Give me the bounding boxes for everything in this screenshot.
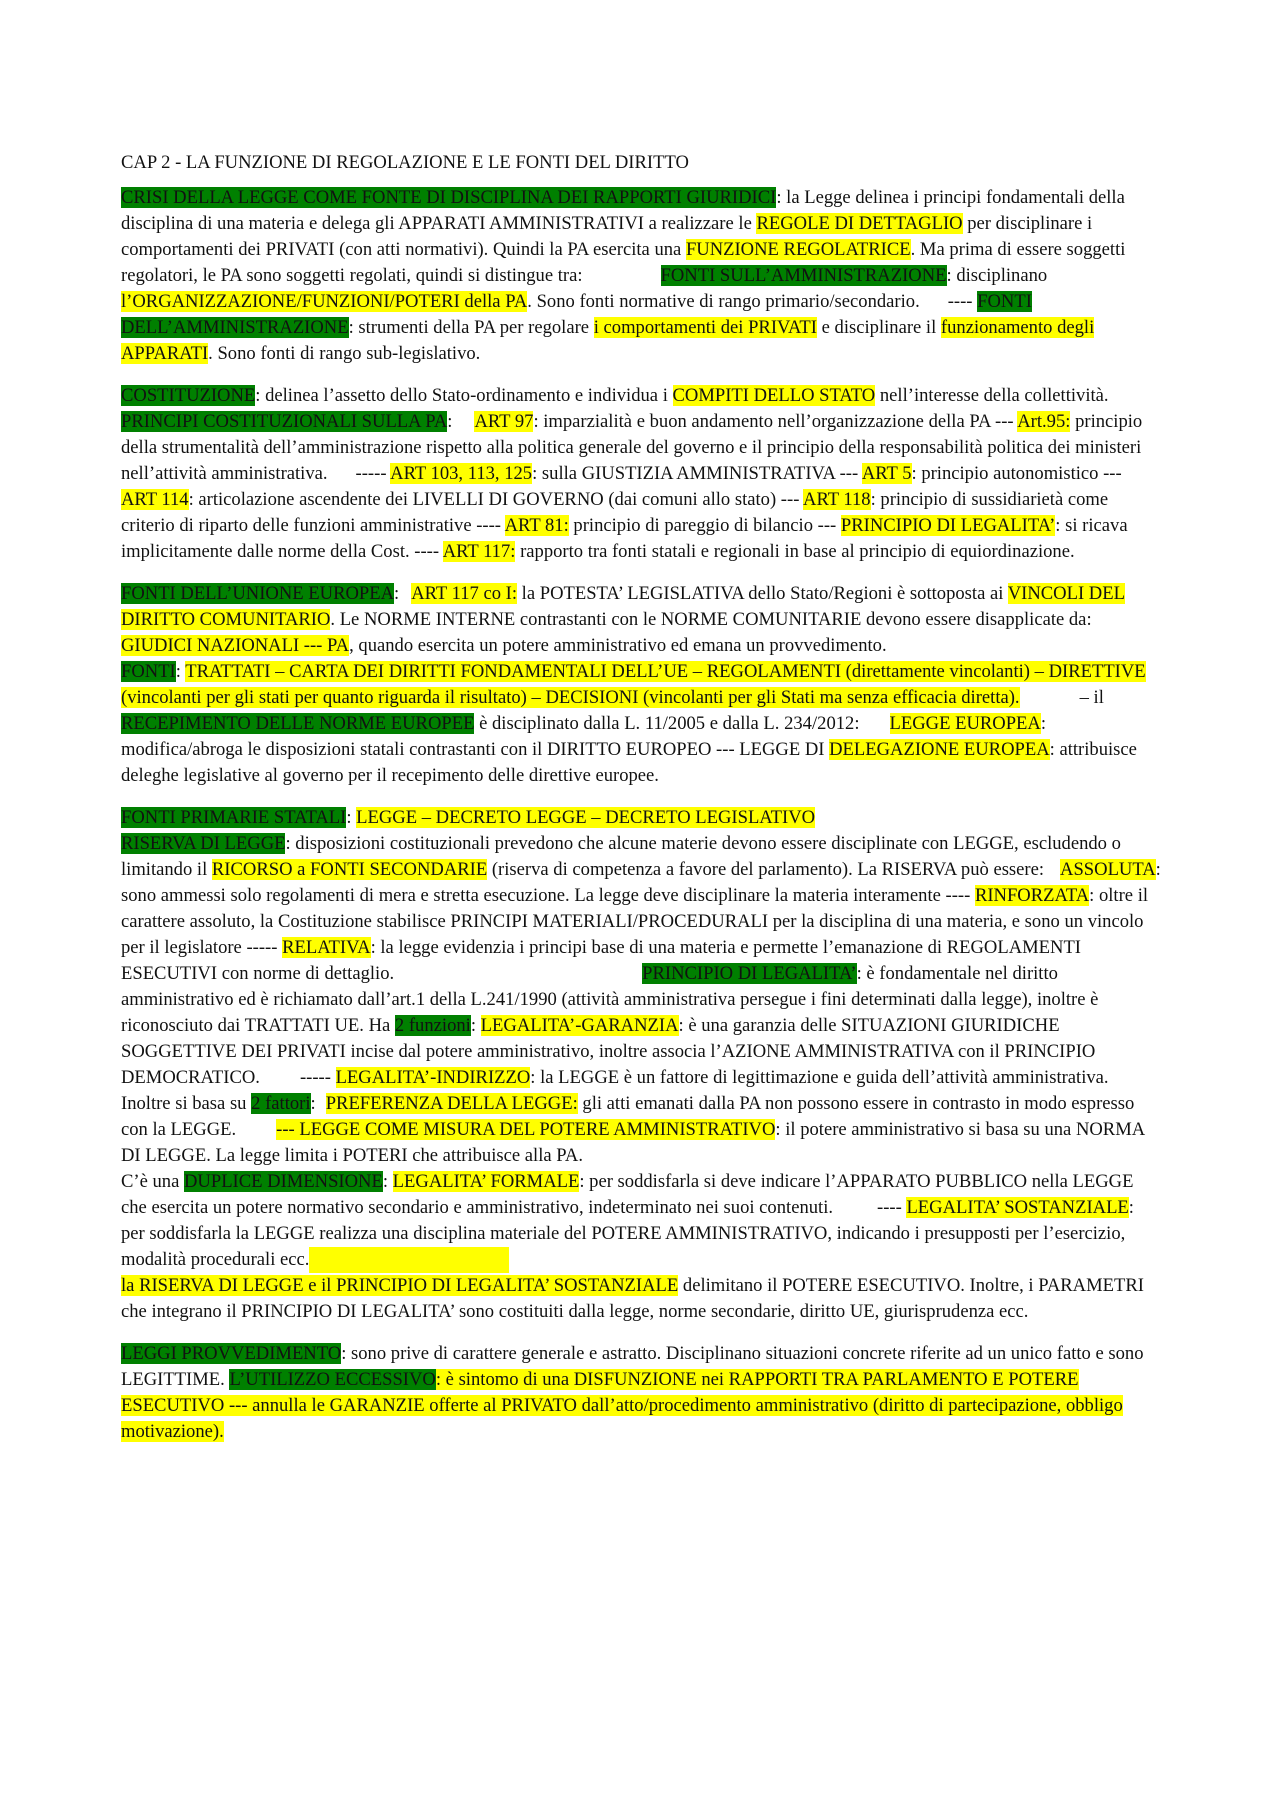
highlight: ART 81:: [504, 515, 569, 536]
paragraph-fonti-primarie: [121, 805, 1161, 1325]
text: : sulla GIUSTIZIA AMMINISTRATIVA ---: [532, 463, 862, 484]
highlight: l’ORGANIZZAZIONE/FUNZIONI/POTERI della PA: [121, 291, 528, 312]
highlight: RICORSO a FONTI SECONDARIE: [211, 859, 488, 880]
heading-fonti-ue: FONTI DELL’UNIONE EUROPEA: [121, 583, 395, 604]
paragraph-leggi-provvedimento: [121, 1341, 1161, 1445]
text: : il potere amministrativo si basa su una NORMA DI LEGGE. La legge limita i POTERI che attribuisce alla PA.: [121, 1119, 1145, 1166]
heading-riserva-di-legge: RISERVA DI LEGGE: [121, 833, 286, 854]
text: : sono ammessi solo regolamenti di mera e stretta esecuzione. La legge deve disciplinare la materia interamente ----: [121, 859, 1161, 906]
text: : strumenti della PA per regolare: [348, 317, 594, 338]
highlight: REGOLE DI DETTAGLIO: [756, 213, 963, 234]
text: – il: [1079, 687, 1104, 708]
highlight: VINCOLI DEL DIRITTO COMUNITARIO: [121, 583, 1125, 630]
highlight: funzionamento degli APPARATI: [121, 317, 1095, 364]
text: delimitano il POTERE ESECUTIVO. Inoltre, i PARAMETRI che integrano il PRINCIPIO DI LEGALITA’ sono costituiti dalla legge, norme secondarie, diritto UE, giurisprudenza ecc.: [121, 1275, 1144, 1322]
text: principio della strumentalità dell’amministrazione rispetto alla politica generale del governo e il principio della responsabilità politica dei ministeri nell’attività amministrativa.: [121, 411, 1143, 484]
highlight: Art.95:: [1017, 411, 1071, 432]
highlight: LEGALITA’-INDIRIZZO: [335, 1067, 531, 1088]
highlight: LEGALITA’ FORMALE: [392, 1171, 580, 1192]
heading-crisi-legge: CRISI DELLA LEGGE COME FONTE DI DISCIPLINA DEI RAPPORTI GIURIDICI: [121, 187, 777, 208]
highlight: ART 117:: [442, 541, 516, 562]
document-page: [121, 150, 1161, 1461]
heading-costituzione: COSTITUZIONE: [121, 385, 256, 406]
highlight: ART 5: [861, 463, 912, 484]
text: : principio di sussidiarietà come criterio di riparto delle funzioni amministrative ----: [121, 489, 1109, 536]
text: :: [310, 1093, 316, 1114]
text: : è una garanzia delle SITUAZIONI GIURIDICHE SOGGETTIVE DEI PRIVATI incise dal potere amministrativo, inoltre associa l’AZIONE AMMINISTRATIVA con il PRINCIPIO DEMOCRATICO.: [121, 1015, 1096, 1088]
text: . Ma prima di essere soggetti regolatori, le PA sono soggetti regolati, quindi si distingue tra:: [121, 239, 1126, 286]
text: : per soddisfarla la LEGGE realizza una disciplina materiale del POTERE AMMINISTRATIVO, indicando i presupposti per l’esercizio, modalità procedurali ecc.: [121, 1197, 1134, 1270]
highlight: ASSOLUTA: [1060, 859, 1156, 880]
highlight: RELATIVA: [282, 937, 371, 958]
highlight: ART 118: [803, 489, 871, 510]
heading-fonti-sull-amministrazione: FONTI SULL’AMMINISTRAZIONE: [660, 265, 947, 286]
text: :: [394, 583, 400, 604]
text: : per soddisfarla si deve indicare l’APPARATO PUBBLICO nella LEGGE che esercita un potere normativo secondario e amministrativo, indeterminato nei suoi contenuti.: [121, 1171, 1134, 1218]
text: per disciplinare i comportamenti dei PRIVATI (con atti normativi). Quindi la PA esercita una: [121, 213, 1093, 260]
text: : la legge evidenzia i principi base di una materia e permette l’emanazione di REGOLAMENTI ESECUTIVI con norme di dettaglio.: [121, 937, 1081, 984]
heading-principi-costituzionali: PRINCIPI COSTITUZIONALI SULLA PA: [121, 411, 448, 432]
heading-utilizzo-eccessivo: L’UTILIZZO ECCESSIVO: [229, 1369, 436, 1390]
highlight: LEGALITA’-GARANZIA: [480, 1015, 679, 1036]
text: : è fondamentale nel diritto amministrativo ed è richiamato dall’art.1 della L.241/1990 (attività amministrativa persegue i fini determinati dalla legge), inoltre è riconosciuto dai TRATTATI UE. Ha: [121, 963, 1099, 1036]
text: : modifica/abroga le disposizioni statali contrastanti con il DIRITTO EUROPEO --- LEGGE DI: [121, 713, 1047, 760]
text: . Le NORME INTERNE contrastanti con le NORME COMUNITARIE devono essere disapplicate da:: [330, 609, 1092, 630]
highlight: : è sintomo di una DISFUNZIONE nei RAPPORTI TRA PARLAMENTO E POTERE ESECUTIVO --- annulla le GARANZIE offerte al PRIVATO dall’atto/procedimento amministrativo (diritto di partecipazione, obbligo motivazione).: [121, 1369, 1123, 1442]
paragraph-crisi-legge: [121, 185, 1161, 367]
highlight: PREFERENZA DELLA LEGGE:: [325, 1093, 578, 1114]
heading-recepimento: RECEPIMENTO DELLE NORME EUROPEE: [121, 713, 475, 734]
heading-2-fattori: 2 fattori: [251, 1093, 311, 1114]
text: Inoltre si basa su: [121, 1093, 252, 1114]
text: nell’interesse della collettività.: [875, 385, 1109, 406]
text: : articolazione ascendente dei LIVELLI DI GOVERNO (dai comuni allo stato) ---: [188, 489, 804, 510]
highlight: la RISERVA DI LEGGE e il PRINCIPIO DI LEGALITA’ SOSTANZIALE: [121, 1275, 679, 1296]
text: : sono prive di carattere generale e astratto. Disciplinano situazioni concrete riferite ad un unico fatto e sono LEGITTIME.: [121, 1343, 1144, 1390]
text: . Sono fonti di rango sub-legislativo.: [208, 343, 481, 364]
highlight: PRINCIPIO DI LEGALITA’: [840, 515, 1056, 536]
text: . Sono fonti normative di rango primario/secondario.: [527, 291, 920, 312]
highlight: LEGALITA’ SOSTANZIALE: [906, 1197, 1129, 1218]
paragraph-costituzione: [121, 383, 1161, 565]
text: : delinea l’assetto dello Stato-ordinamento e individua i: [255, 385, 673, 406]
highlight: RINFORZATA: [974, 885, 1090, 906]
heading-principio-di-legalita: PRINCIPIO DI LEGALITA’: [642, 963, 857, 984]
highlight: ART 117 co I:: [411, 583, 518, 604]
text: è disciplinato dalla L. 11/2005 e dalla L. 234/2012:: [474, 713, 860, 734]
text: e disciplinare il: [816, 317, 941, 338]
text: : principio autonomistico ---: [911, 463, 1122, 484]
highlight: COMPITI DELLO STATO: [672, 385, 876, 406]
text: : si ricava implicitamente dalle norme della Cost. ----: [121, 515, 1128, 562]
highlight: DELEGAZIONE EUROPEA: [829, 739, 1050, 760]
text: : imparzialità e buon andamento nell’organizzazione della PA ---: [533, 411, 1018, 432]
chapter-title: CAP 2 - LA FUNZIONE DI REGOLAZIONE E LE FONTI DEL DIRITTO: [121, 152, 689, 173]
highlight: --- LEGGE COME MISURA DEL POTERE AMMINISTRATIVO: [276, 1119, 776, 1140]
text: :: [470, 1015, 477, 1036]
text: -----: [299, 1067, 331, 1088]
text: rapporto tra fonti statali e regionali in base al principio di equiordinazione.: [515, 541, 1075, 562]
text: ----: [947, 291, 973, 312]
text: : disciplinano: [946, 265, 1048, 286]
text: :: [175, 661, 186, 682]
highlight: GIUDICI NAZIONALI --- PA: [121, 635, 350, 656]
heading-duplice-dimensione: DUPLICE DIMENSIONE: [184, 1171, 383, 1192]
text: ----: [877, 1197, 907, 1218]
text: -----: [355, 463, 391, 484]
text: : la Legge delinea i principi fondamentali della disciplina di una materia e delega gli APPARATI AMMINISTRATIVI a realizzare le: [121, 187, 1125, 234]
text: : disposizioni costituzionali prevedono che alcune materie devono essere disciplinate con LEGGE, escludendo o limitando il: [121, 833, 1121, 880]
heading-2-funzioni: 2 funzioni: [394, 1015, 471, 1036]
text: : la LEGGE è un fattore di legittimazione e guida dell’attività amministrativa.: [530, 1067, 1109, 1088]
highlight: LEGGE – DECRETO LEGGE – DECRETO LEGISLATIVO: [356, 807, 816, 828]
highlight: i comportamenti dei PRIVATI: [593, 317, 817, 338]
highlight: LEGGE EUROPEA: [889, 713, 1041, 734]
paragraph-fonti-ue: [121, 581, 1161, 789]
highlight: ART 103, 113, 125: [390, 463, 533, 484]
text: :: [447, 411, 453, 432]
text: :: [346, 807, 357, 828]
heading-fonti: FONTI: [121, 661, 176, 682]
text: , quando esercita un potere amministrativo ed emana un provvedimento.: [349, 635, 887, 656]
highlight: TRATTATI – CARTA DEI DIRITTI FONDAMENTALI DELL’UE – REGOLAMENTI (direttamente vincolanti) – DIRETTIVE (vincolanti per gli stati per quanto riguarda il risultato) – DECISIONI (vincolanti per gli Stati ma senza efficacia diretta).: [121, 661, 1146, 708]
text: : attribuisce deleghe legislative al governo per il recepimento delle direttive europee.: [121, 739, 1137, 786]
heading-leggi-provvedimento: LEGGI PROVVEDIMENTO: [121, 1343, 342, 1364]
highlight: ART 97: [474, 411, 534, 432]
text: :: [382, 1171, 393, 1192]
text: gli atti emanati dalla PA non possono essere in contrasto in modo espresso con la LEGGE.: [121, 1093, 1135, 1140]
heading-fonti-dell-amministrazione: FONTI DELL’AMMINISTRAZIONE: [121, 291, 1032, 338]
heading-fonti-primarie: FONTI PRIMARIE STATALI: [121, 807, 347, 828]
text: la POTESTA’ LEGISLATIVA dello Stato/Regioni è sottoposta ai: [517, 583, 1008, 604]
text: C’è una: [121, 1171, 184, 1192]
highlight: ART 114: [121, 489, 189, 510]
highlight: FUNZIONE REGOLATRICE: [685, 239, 911, 260]
text: : oltre il carattere assoluto, la Costituzione stabilisce PRINCIPI MATERIALI/PROCEDURALI per la disciplina di una materia, e sono un vincolo per il legislatore -----: [121, 885, 1149, 958]
text: (riserva di competenza a favore del parlamento). La RISERVA può essere:: [487, 859, 1045, 880]
text: principio di pareggio di bilancio ---: [568, 515, 841, 536]
